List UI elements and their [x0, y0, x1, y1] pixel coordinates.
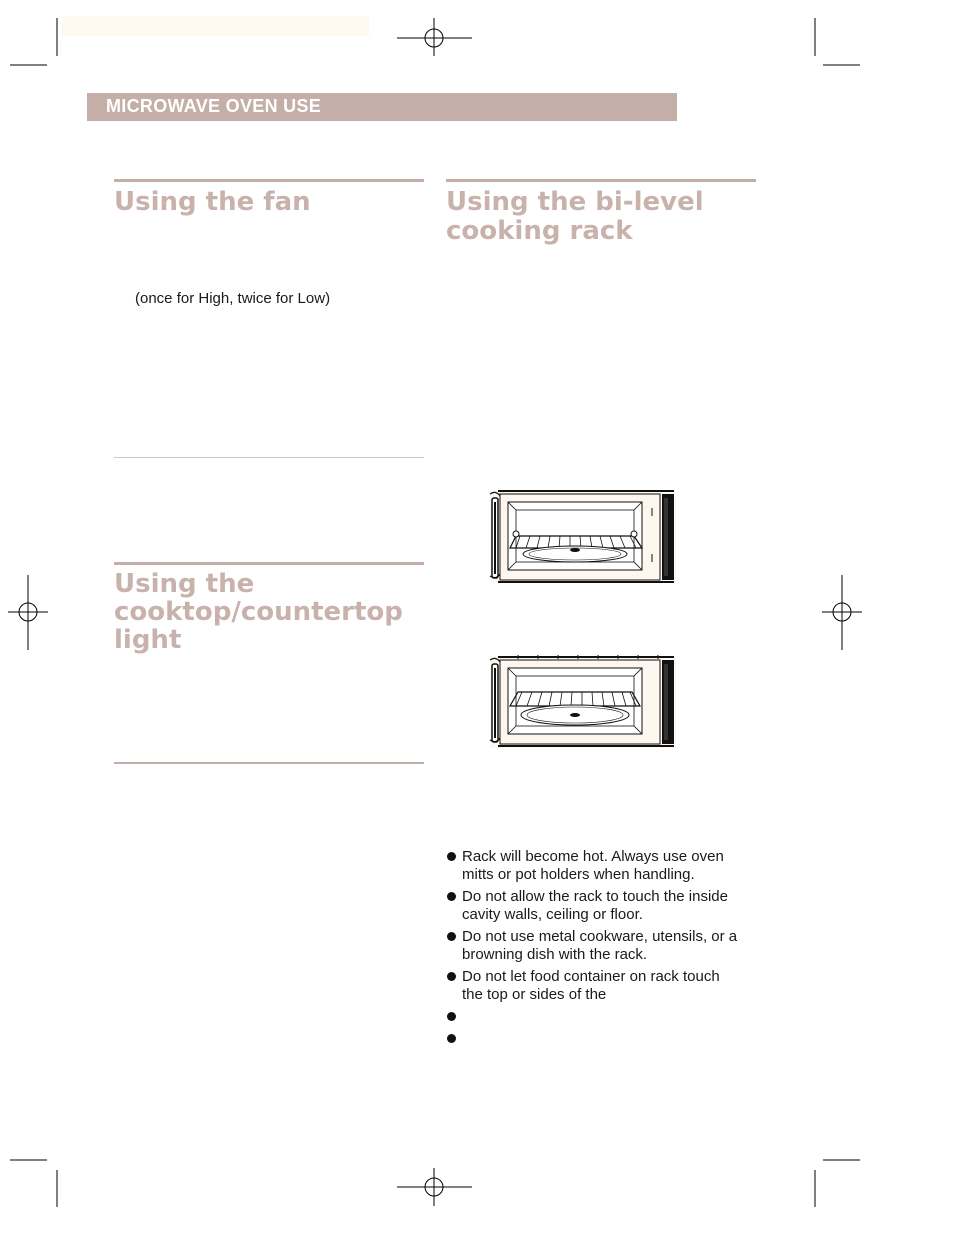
- bullet-line2: mitts or pot holders when handling.: [462, 866, 695, 883]
- rack-heading-line2: cooking rack: [446, 216, 633, 246]
- bullet-line2: cavity walls, ceiling or floor.: [462, 906, 643, 923]
- fan-top-rule: [114, 179, 424, 182]
- oven-rack-lower-position-icon: [488, 654, 678, 750]
- bullet-icon: [447, 972, 456, 981]
- section-header-title: MICROWAVE OVEN USE: [106, 96, 322, 116]
- list-item: [446, 1030, 766, 1048]
- bullet-line2: browning dish with the rack.: [462, 946, 648, 963]
- rack-heading-line1: Using the bi-level: [446, 187, 704, 217]
- oven-rack-upper-position-icon: [488, 488, 678, 586]
- bullet-line1: Do not let food container on rack touch: [462, 968, 720, 985]
- light-bottom-rule: [114, 762, 424, 764]
- light-heading-line1: Using the: [114, 569, 255, 599]
- bullet-line1: Rack will become hot. Always use oven: [462, 848, 724, 865]
- bullet-icon: [447, 1012, 456, 1021]
- light-heading-line2: cooktop/countertop: [114, 597, 403, 627]
- fan-heading: Using the fan: [114, 187, 311, 217]
- bullet-icon: [447, 932, 456, 941]
- bullet-line2: the top or sides of the: [462, 986, 607, 1003]
- list-item: [446, 968, 766, 1004]
- light-heading-line3: light: [114, 625, 182, 655]
- list-item: [446, 928, 766, 964]
- rack-caution-list: [446, 848, 766, 1052]
- list-item: [446, 888, 766, 924]
- fan-bottom-rule: [114, 457, 424, 458]
- bullet-line1: Do not use metal cookware, utensils, or a: [462, 928, 738, 945]
- bullet-icon: [447, 852, 456, 861]
- light-top-rule: [114, 562, 424, 565]
- bullet-icon: [447, 1034, 456, 1043]
- bullet-icon: [447, 892, 456, 901]
- list-item: [446, 848, 766, 884]
- rack-top-rule: [446, 179, 756, 182]
- bullet-line1: Do not allow the rack to touch the inside: [462, 888, 728, 905]
- list-item: [446, 1008, 766, 1026]
- fan-speed-note: (once for High, twice for Low): [135, 290, 331, 307]
